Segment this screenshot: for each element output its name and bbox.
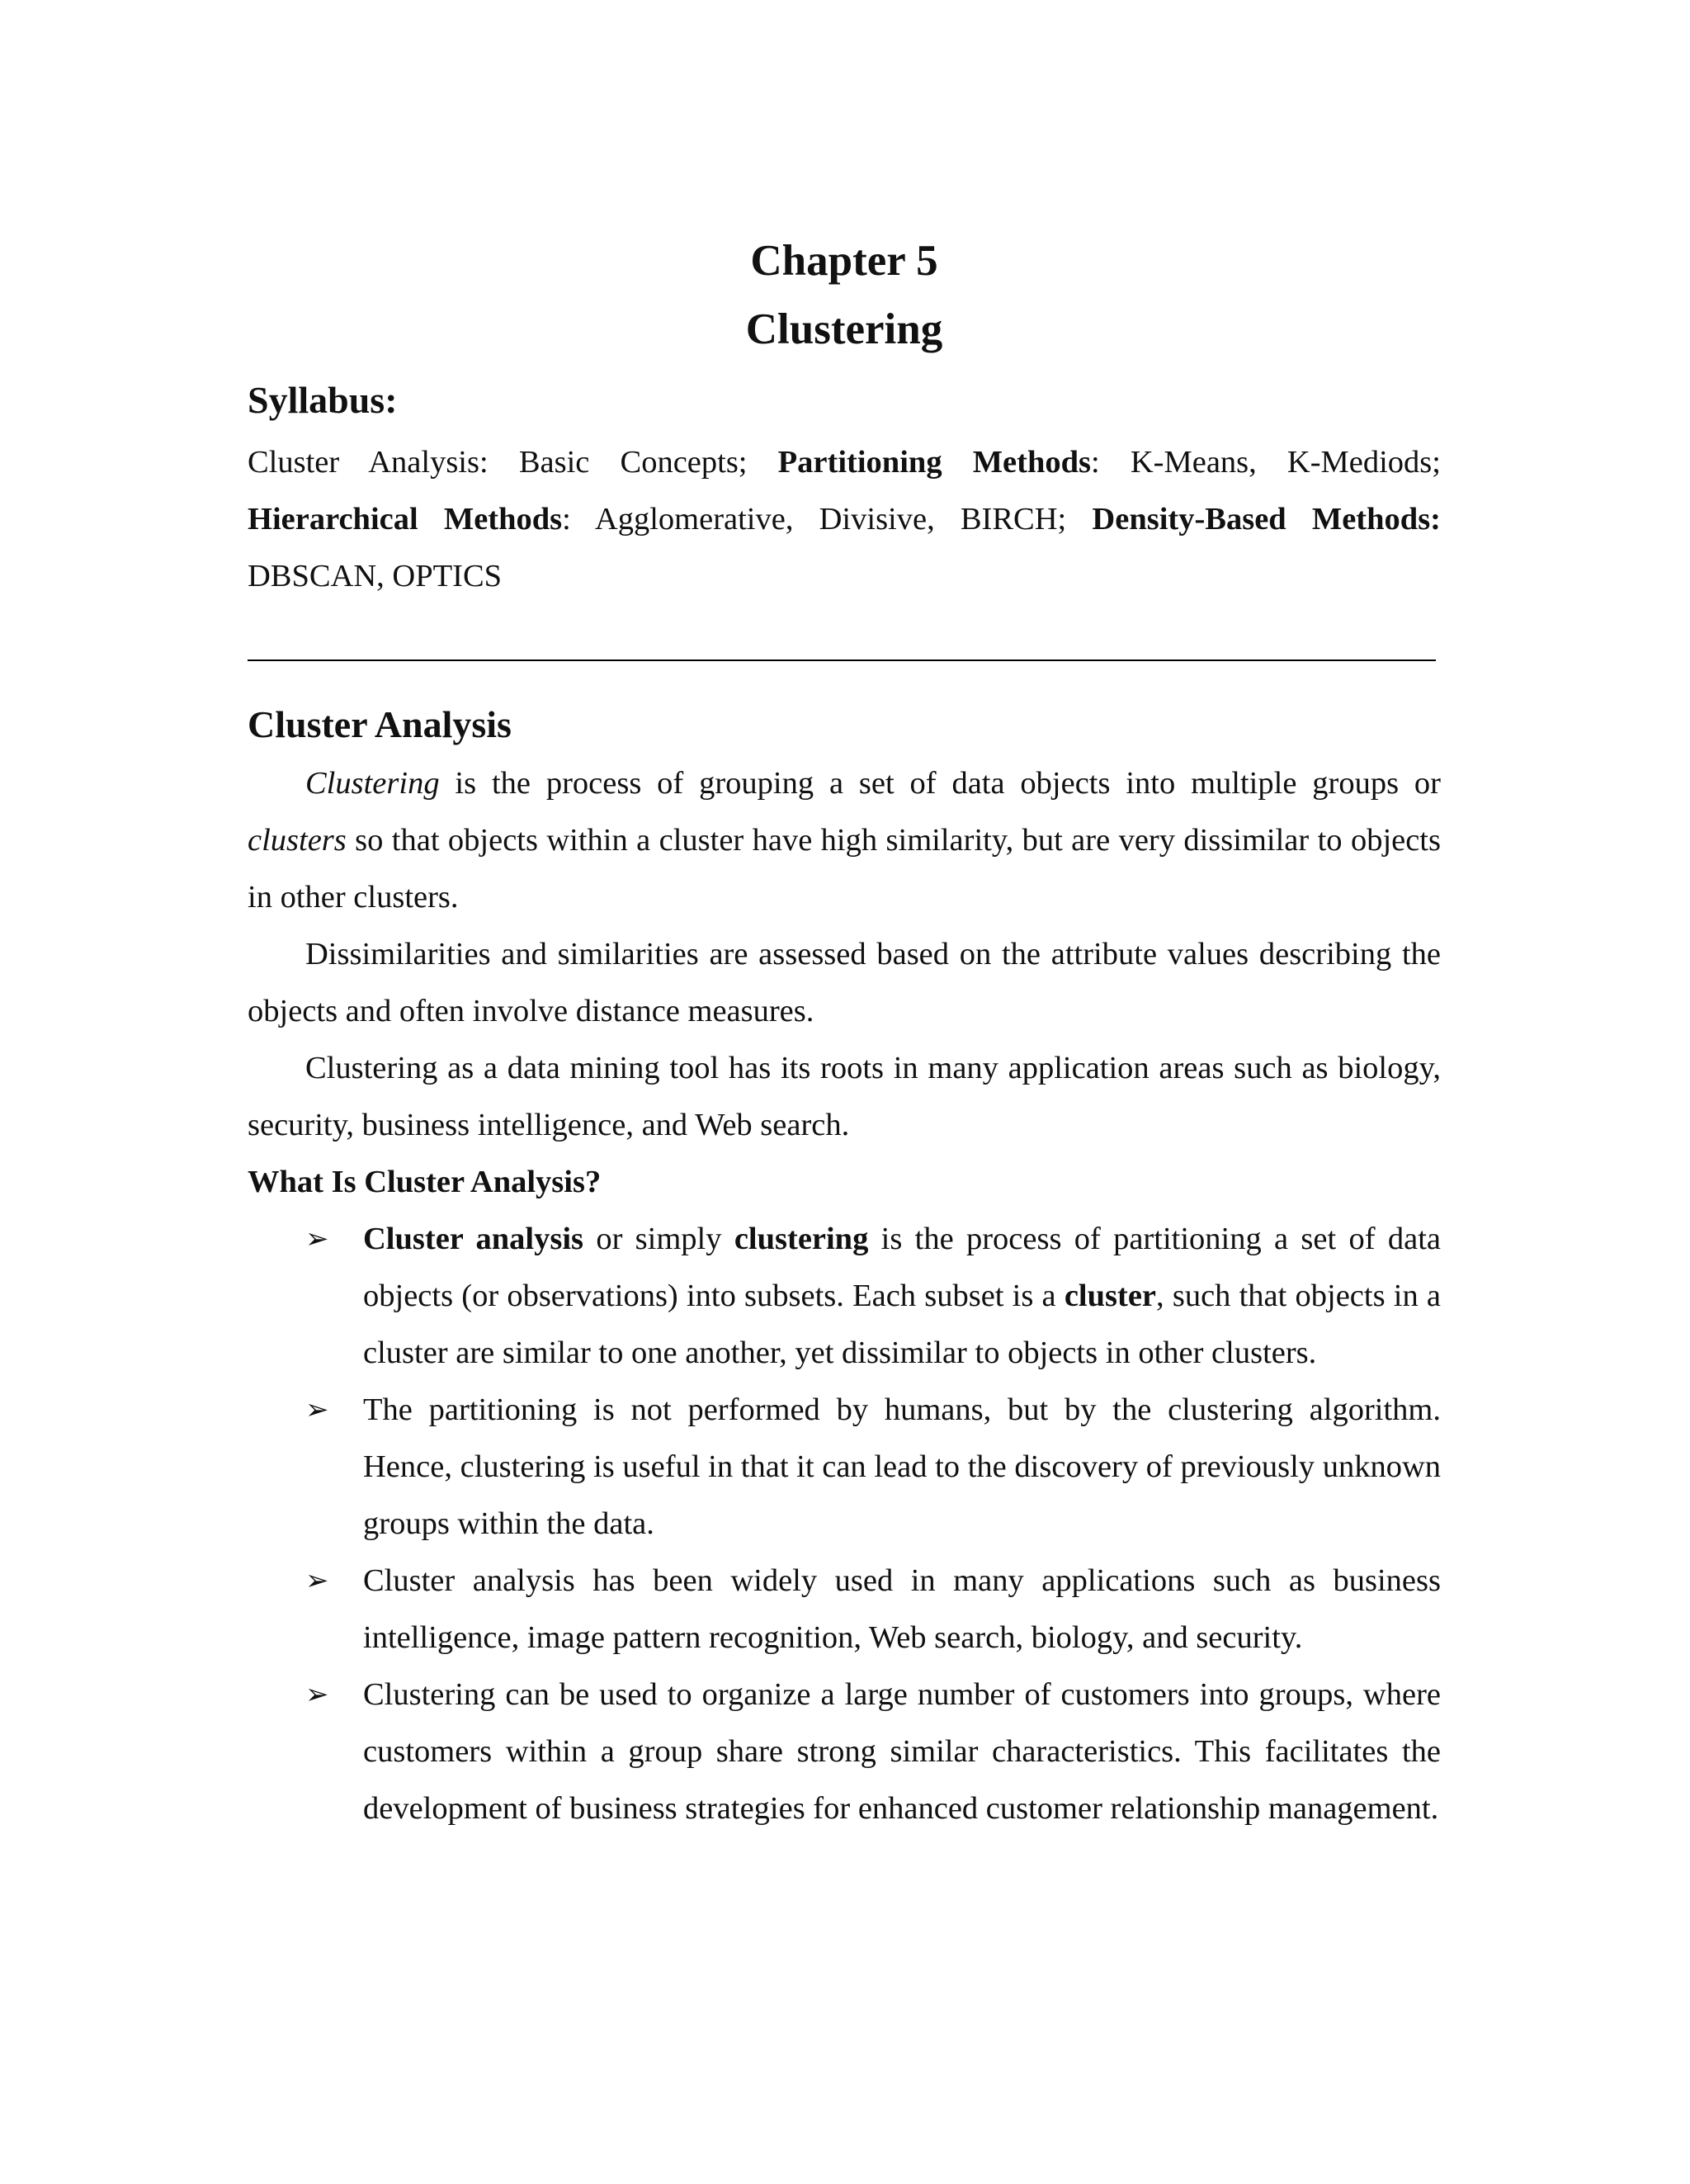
syllabus-segment: Hierarchical Methods [248,502,563,537]
section-divider [248,659,1436,661]
paragraph-text: so that objects within a cluster have high similarity, but are very dissimilar to objects in other clusters. [248,823,1441,915]
list-item-fragment: is the process of partitioning a set of data objects (or observations) into subsets. Each subset is a [363,1222,1441,1313]
document-page [248,223,1441,1837]
term-clustering: Clustering [305,766,440,801]
syllabus-segment: : K-Means, K-Mediods; [1091,445,1441,480]
list-item [248,1211,1441,1382]
syllabus-segment: DBSCAN, OPTICS [248,559,503,593]
list-item-fragment: , such that objects in a cluster are similar to one another, yet dissimilar to objects in other clusters. [363,1279,1441,1370]
list-item-text: Clustering can be used to organize a large number of customers into groups, where customers within a group share strong similar characteristics. This facilitates the development of business strategies for enhanced customer relationship management. [363,1677,1441,1826]
section-heading: Cluster Analysis [248,703,512,745]
term-cluster: cluster [1064,1279,1157,1313]
arrow-bullet-icon: ➢ [305,1222,329,1255]
arrow-bullet-icon: ➢ [305,1678,329,1711]
list-item [248,1382,1441,1553]
list-item-text: Cluster analysis has been widely used in many applications such as business intelligence, image pattern recognition, Web search, biology, and security. [363,1563,1441,1655]
chapter-number: Chapter 5 [750,237,938,285]
arrow-bullet-icon: ➢ [305,1564,329,1597]
syllabus-text [248,434,1441,605]
paragraph: Clustering as a data mining tool has its roots in many application areas such as biology, security, business intelligence, and Web search. [248,1051,1441,1142]
bullet-list [248,1211,1441,1837]
paragraph-text: is the process of grouping a set of data objects into multiple groups or [439,766,1441,801]
chapter-title: Clustering [745,305,943,353]
term-cluster-analysis: Cluster analysis [363,1222,584,1256]
syllabus-segment: : Agglomerative, Divisive, BIRCH; [562,502,1093,537]
list-item-text [363,1211,1441,1382]
list-item-text: The partitioning is not performed by humans, but by the clustering algorithm. Hence, clustering is useful in that it can lead to the discovery of previously unknown groups within the data. [363,1392,1441,1541]
syllabus-heading: Syllabus: [248,379,398,421]
paragraph [248,755,1441,926]
syllabus-segment: Density-Based Methods: [1092,502,1441,537]
syllabus-segment: Partitioning Methods [777,445,1092,480]
syllabus-segment: Cluster Analysis: Basic Concepts; [248,445,778,480]
term-clustering: clustering [734,1222,869,1256]
arrow-bullet-icon: ➢ [305,1393,329,1426]
term-clusters: clusters [248,823,347,858]
list-item [248,1666,1441,1837]
subheading: What Is Cluster Analysis? [248,1165,602,1199]
paragraph: Dissimilarities and similarities are assessed based on the attribute values describing the objects and often involve distance measures. [248,937,1441,1028]
list-item-fragment: or simply [583,1222,734,1256]
list-item [248,1553,1441,1666]
